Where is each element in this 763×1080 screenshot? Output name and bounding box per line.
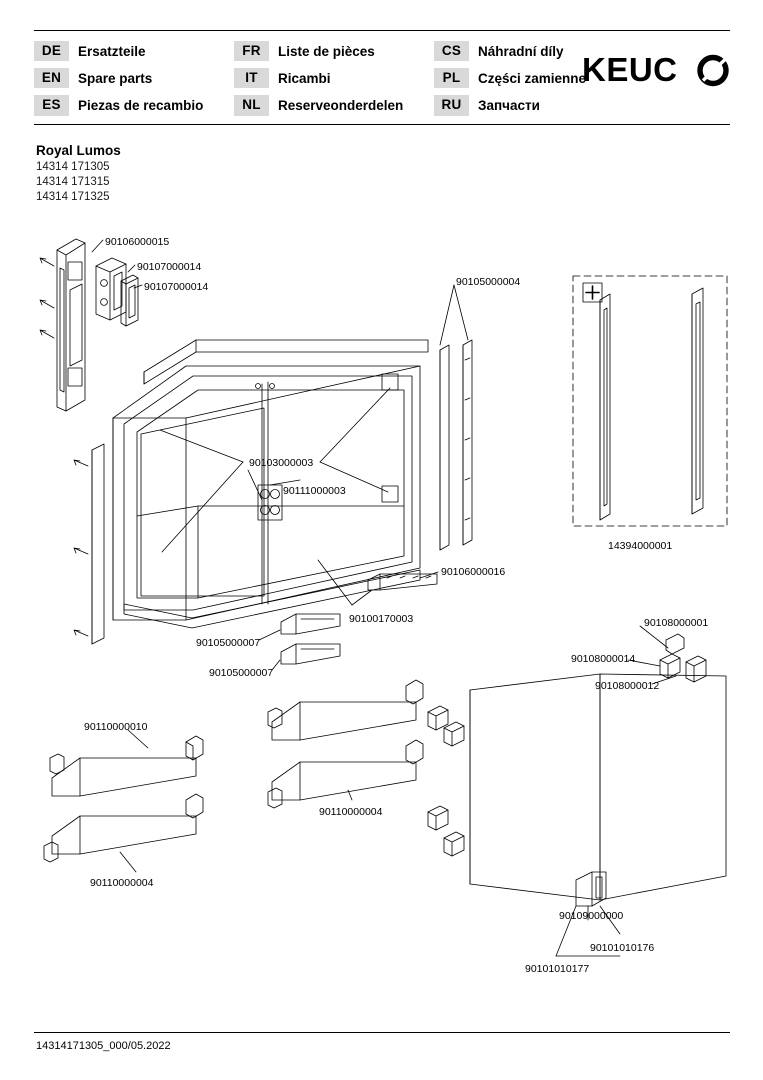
shelf-group-middle [268, 680, 423, 808]
callout-90105000007-b: 90105000007 [209, 667, 274, 679]
header-top-rule [34, 30, 730, 31]
lang-code-pl: PL [434, 68, 469, 88]
callout-90105000007-a: 90105000007 [196, 637, 261, 649]
lang-cell-es [34, 95, 234, 115]
title-block [36, 143, 121, 206]
leader-line-led-strip [440, 285, 468, 345]
callout-90110000004-a: 90110000004 [319, 806, 383, 818]
header [34, 30, 730, 125]
callout-90101010177: 90101010177 [525, 963, 590, 975]
callout-14394000001: 14394000001 [608, 540, 673, 552]
article-number-2: 14314 171315 [36, 176, 110, 189]
lang-code-ru: RU [434, 95, 469, 115]
callout-90108000001: 90108000001 [644, 617, 709, 629]
callout-90111000003: 90111000003 [283, 485, 346, 497]
lang-label-es: Piezas de recambio [78, 97, 204, 113]
lang-label-ru: Запчасти [478, 97, 540, 113]
callout-90106000016: 90106000016 [441, 566, 506, 578]
lang-cell-it [234, 68, 434, 88]
lang-label-fr: Liste de pièces [278, 43, 375, 59]
footer-rule [34, 1032, 730, 1033]
keuco-logo-svg [582, 52, 730, 90]
lang-code-nl: NL [234, 95, 269, 115]
shelf-support-clips [428, 706, 464, 856]
article-number-3: 14314 171325 [36, 191, 110, 204]
lang-label-cs: Náhradní díly [478, 43, 564, 59]
lang-cell-de [34, 41, 234, 61]
lang-cell-nl [234, 95, 434, 115]
lang-code-fr: FR [234, 41, 269, 61]
lang-code-cs: CS [434, 41, 469, 61]
bottom-rail-assembly [368, 574, 437, 590]
lang-cell-ru [434, 95, 634, 115]
lang-code-es: ES [34, 95, 69, 115]
hinge-profile-left [40, 239, 85, 411]
callout-90106000015: 90106000015 [105, 236, 170, 248]
product-name: Royal Lumos [36, 143, 121, 158]
lang-label-nl: Reserveonderdelen [278, 97, 404, 113]
lang-cell-fr [234, 41, 434, 61]
callout-90108000012: 90108000012 [595, 680, 660, 692]
lang-label-de: Ersatzteile [78, 43, 146, 59]
callout-90100170003: 90100170003 [349, 613, 414, 625]
header-bottom-rule [34, 124, 730, 125]
keuco-logo [582, 52, 730, 98]
callout-90110000010: 90110000010 [84, 721, 148, 733]
callout-90107000014-a: 90107000014 [137, 261, 202, 273]
lang-label-en: Spare parts [78, 70, 153, 86]
article-number-1: 14314 171305 [36, 161, 110, 173]
lang-label-pl: Części zamienne [478, 70, 587, 86]
lang-code-it: IT [234, 68, 269, 88]
shelf-group-left [44, 730, 203, 872]
connector-profiles [259, 614, 340, 670]
callout-90101010176: 90101010176 [590, 942, 655, 954]
callout-90103000003: 90103000003 [249, 457, 314, 469]
leader-line-bottom-rail [318, 560, 438, 605]
door-panel-kit-box [573, 276, 727, 526]
svg-text:KEUC: KEUC [582, 52, 678, 88]
lang-label-it: Ricambi [278, 70, 331, 86]
footer-document-id: 14314171305_000/05.2022 [36, 1040, 171, 1052]
mirror-cabinet-body [74, 340, 428, 644]
mirror-door-panels [470, 626, 726, 956]
lang-cell-en [34, 68, 234, 88]
callout-90109000000: 90109000000 [559, 910, 624, 922]
hinge-parts-cluster [96, 258, 138, 326]
led-strip-right-pair [440, 340, 472, 550]
callout-90105000004: 90105000004 [456, 276, 521, 288]
callout-90108000014: 90108000014 [571, 653, 636, 665]
lang-code-de: DE [34, 41, 69, 61]
lang-code-en: EN [34, 68, 69, 88]
callout-90107000014-b: 90107000014 [144, 281, 209, 293]
callout-90110000004-b: 90110000004 [90, 877, 154, 889]
interior-leader-lines [160, 388, 390, 552]
